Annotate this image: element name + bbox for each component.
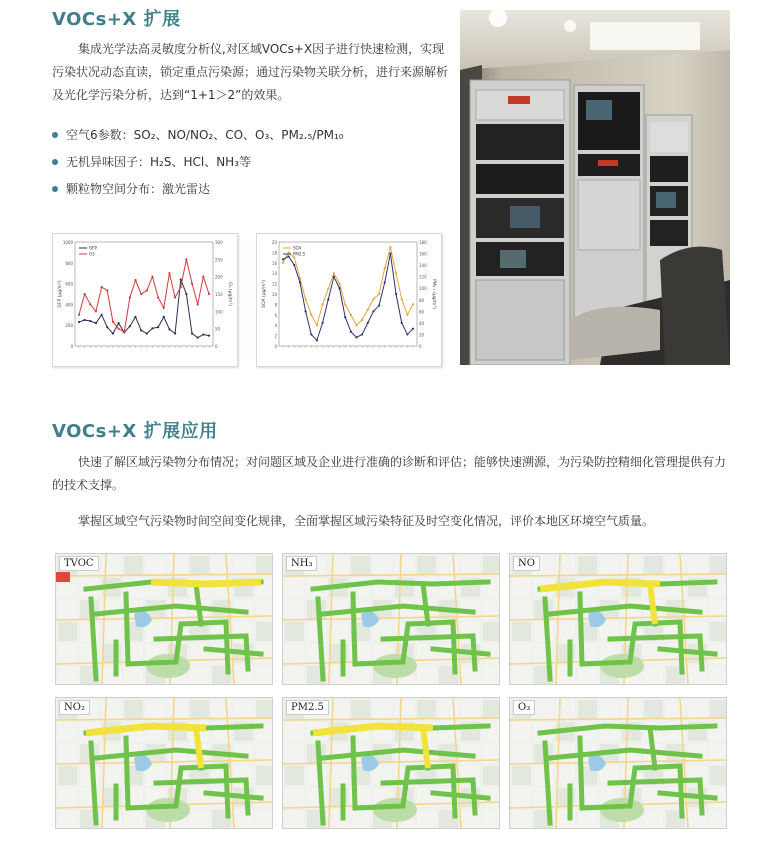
soa-pm25-chart-svg [257, 234, 441, 366]
map-block [512, 766, 531, 785]
data-point [321, 322, 323, 324]
map-pollutant-label: NO₂ [59, 700, 90, 715]
data-point [305, 298, 307, 300]
data-point [333, 276, 335, 278]
map-block [212, 556, 231, 575]
y-tick-label-left: 0 [274, 344, 277, 349]
data-point [117, 328, 119, 330]
y-tick-label-left: 6 [274, 312, 277, 318]
data-point [299, 281, 301, 283]
map-block [58, 810, 77, 828]
map-block [578, 700, 597, 719]
y-tick-label-right: 40 [419, 320, 425, 326]
map-block [58, 644, 77, 663]
map-block [58, 788, 77, 807]
map-block [512, 644, 531, 663]
park-area [146, 798, 190, 822]
data-point [288, 255, 290, 257]
legend-label: OFP [89, 245, 97, 251]
map-block [395, 700, 414, 719]
map-block [80, 766, 99, 785]
map-block [285, 744, 304, 763]
park-area [600, 798, 644, 822]
map-illustration [283, 698, 499, 828]
map-block [578, 666, 597, 684]
y-tick-label-right: 180 [419, 240, 427, 245]
map-block [483, 666, 499, 684]
data-point [293, 257, 295, 259]
data-point [338, 287, 340, 289]
y-tick-label-right: 150 [215, 292, 223, 297]
map-block [578, 810, 597, 828]
y-tick-label-left: 16 [271, 260, 277, 266]
data-point [389, 246, 391, 248]
map-block [329, 622, 348, 641]
y-tick-label-left: 200 [65, 323, 73, 329]
y-tick-label-right: 250 [215, 257, 223, 263]
y-axis-label-left: OFP (μg/m³) [58, 280, 63, 308]
data-point [293, 264, 295, 266]
y-tick-label-right: 200 [215, 274, 223, 280]
map-illustration [56, 698, 272, 828]
map-block [512, 622, 531, 641]
data-point [412, 303, 414, 305]
data-point [406, 333, 408, 335]
data-point [355, 336, 357, 338]
data-point [174, 332, 176, 334]
data-point [367, 309, 369, 311]
section2-para2: 掌握区域空气污染物时间空间变化规律，全面掌握区域污染特征及时空变化情况，评价本地区环境空气质量。 [78, 514, 655, 528]
map-block [439, 700, 458, 719]
soa-pm25-chart [256, 233, 442, 367]
map-block [168, 744, 187, 763]
map-block [461, 556, 480, 575]
map-block [168, 700, 187, 719]
map-block [190, 556, 209, 575]
data-point [163, 307, 165, 309]
map-block [688, 556, 707, 575]
map-block [190, 700, 209, 719]
map-block [256, 556, 272, 575]
data-point [202, 333, 204, 335]
map-block [351, 810, 370, 828]
y-tick-label-right: 0 [215, 344, 218, 349]
map-block [395, 556, 414, 575]
data-point [344, 316, 346, 318]
map-block [329, 766, 348, 785]
y-tick-label-right: 60 [419, 309, 425, 315]
data-point [316, 324, 318, 326]
data-point [389, 252, 391, 254]
data-point [202, 276, 204, 278]
data-point [191, 283, 193, 285]
map-block [256, 700, 272, 719]
map-block [124, 810, 143, 828]
route-hotspot-critical [56, 572, 70, 582]
map-block [710, 622, 726, 641]
y-tick-label-left: 4 [274, 323, 277, 329]
data-point [101, 314, 103, 316]
map-block [351, 700, 370, 719]
y-tick-label-left: 20 [271, 240, 277, 245]
route-hotspot [151, 582, 261, 584]
equipment-photo [460, 10, 730, 365]
data-point [350, 330, 352, 332]
data-point [185, 293, 187, 295]
data-point [355, 324, 357, 326]
map-block [190, 666, 209, 684]
y-axis-label-right: O₃ (μg/m³) [227, 282, 232, 306]
map-block [417, 666, 436, 684]
y-tick-label-left: 18 [271, 250, 277, 256]
data-point [168, 272, 170, 274]
map-block [212, 700, 231, 719]
data-point [384, 281, 386, 283]
map-block [710, 666, 726, 684]
feature-item: 空气6参数：SO₂、NO/NO₂、CO、O₃、PM₂.₅/PM₁₀ [52, 124, 344, 151]
data-point [191, 332, 193, 334]
data-point [378, 304, 380, 306]
data-point [95, 322, 97, 324]
y-tick-label-left: 8 [274, 302, 277, 308]
y-tick-label-right: 20 [419, 332, 425, 338]
data-point [378, 293, 380, 295]
map-block [622, 744, 641, 763]
y-tick-label-right: 300 [215, 240, 223, 245]
map-block [124, 700, 143, 719]
y-tick-label-right: 100 [419, 286, 427, 292]
data-point [338, 283, 340, 285]
map-block [373, 556, 392, 575]
map-block [395, 600, 414, 619]
data-point [282, 262, 284, 264]
map-block [146, 700, 165, 719]
data-point [401, 298, 403, 300]
y-axis-label-left: SOA (μg/m³) [262, 280, 267, 308]
data-point [129, 296, 131, 298]
map-block [307, 766, 326, 785]
data-point [106, 326, 108, 328]
map-block [285, 722, 304, 741]
data-point [361, 333, 363, 335]
data-point [316, 339, 318, 341]
map-block [168, 556, 187, 575]
data-point [84, 319, 86, 321]
map-block [461, 700, 480, 719]
map-block [622, 556, 641, 575]
map-block [58, 600, 77, 619]
data-point [123, 331, 125, 333]
pollutant-map [509, 553, 727, 685]
data-point [174, 296, 176, 298]
data-point [361, 319, 363, 321]
data-point [412, 328, 414, 330]
map-block [710, 810, 726, 828]
series-line-pm25 [283, 251, 413, 341]
map-block [256, 766, 272, 785]
data-point [112, 321, 114, 323]
map-block [439, 556, 458, 575]
legend-label: O3 [89, 251, 95, 257]
y-tick-label-left: 0 [70, 344, 73, 349]
section1-intro: 集成光学法高灵敏度分析仪,对区域VOCs+X因子进行快速检测，实现污染状况动态直读，锁定重点污染源；通过污染物关联分析，进行来源解析及光化学污染分析，达到“1+1＞2”的效果。 [52, 42, 449, 102]
data-point [180, 286, 182, 288]
data-point [350, 314, 352, 316]
data-point [367, 322, 369, 324]
ofp-o3-chart-svg [53, 234, 237, 366]
map-block [307, 622, 326, 641]
map-block [512, 744, 531, 763]
map-block [666, 700, 685, 719]
data-point [208, 335, 210, 337]
pollutant-map [282, 553, 500, 685]
plot-frame [75, 242, 213, 346]
map-block [483, 700, 499, 719]
y-tick-label-right: 140 [419, 263, 427, 269]
data-point [106, 289, 108, 291]
map-block [417, 700, 436, 719]
y-tick-label-right: 160 [419, 251, 427, 257]
y-axis-label-right: PM₂.₅ (μg/m³) [431, 279, 436, 309]
data-point [101, 286, 103, 288]
map-block [373, 700, 392, 719]
data-point [146, 332, 148, 334]
map-pollutant-label: NO [513, 556, 540, 571]
data-point [78, 321, 80, 323]
park-area [373, 654, 417, 678]
map-block [483, 556, 499, 575]
data-point [140, 329, 142, 331]
data-point [372, 298, 374, 300]
map-block [234, 700, 253, 719]
map-block [534, 622, 553, 641]
data-point [84, 293, 86, 295]
data-point [327, 288, 329, 290]
y-tick-label-left: 2 [274, 333, 277, 339]
data-point [163, 316, 165, 318]
series-line-soa [283, 247, 413, 325]
map-block [644, 666, 663, 684]
feature-item: 无机异味因子：H₂S、HCl、NH₃等 [52, 151, 344, 178]
map-pollutant-label: O₃ [513, 700, 535, 715]
map-block [534, 766, 553, 785]
data-point [112, 332, 114, 334]
map-block [256, 622, 272, 641]
data-point [78, 314, 80, 316]
map-block [512, 722, 531, 741]
legend-label: SOA [293, 245, 302, 251]
data-point [384, 267, 386, 269]
data-point [129, 325, 131, 327]
data-point [395, 272, 397, 274]
map-block [688, 700, 707, 719]
map-block [58, 744, 77, 763]
map-block [58, 666, 77, 684]
y-tick-label-left: 10 [271, 292, 277, 297]
y-tick-label-left: 1000 [62, 240, 73, 245]
data-point [89, 303, 91, 305]
y-tick-label-right: 100 [215, 309, 223, 315]
map-illustration [510, 554, 726, 684]
map-block [512, 600, 531, 619]
pollutant-map [282, 697, 500, 829]
y-tick-label-right: 80 [419, 297, 425, 303]
y-tick-label-left: 14 [271, 271, 277, 277]
map-block [285, 622, 304, 641]
map-block [102, 766, 121, 785]
data-point [140, 293, 142, 295]
data-point [310, 333, 312, 335]
map-block [578, 556, 597, 575]
data-point [134, 279, 136, 281]
feature-item: 颗粒物空间分布：激光雷达 [52, 178, 344, 205]
data-point [95, 310, 97, 312]
map-block [512, 788, 531, 807]
y-tick-label-left: 600 [65, 281, 73, 287]
data-point [406, 314, 408, 316]
y-tick-label-left: 12 [271, 281, 277, 287]
map-block [600, 700, 619, 719]
pollutant-map [509, 697, 727, 829]
map-pollutant-label: PM2.5 [286, 700, 329, 715]
data-point [372, 310, 374, 312]
map-block [285, 766, 304, 785]
map-illustration [510, 698, 726, 828]
park-area [600, 654, 644, 678]
map-block [417, 810, 436, 828]
data-point [344, 303, 346, 305]
data-point [321, 303, 323, 305]
map-block [285, 578, 304, 597]
map-illustration [56, 554, 272, 684]
map-block [285, 644, 304, 663]
map-block [556, 622, 575, 641]
map-block [124, 666, 143, 684]
map-block [285, 600, 304, 619]
map-block [512, 666, 531, 684]
map-block [644, 810, 663, 828]
map-block [285, 810, 304, 828]
map-block [102, 622, 121, 641]
map-block [512, 810, 531, 828]
map-block [285, 788, 304, 807]
y-tick-label-left: 800 [65, 260, 73, 266]
data-point [117, 322, 119, 324]
section2-title: VOCs+X 扩展应用 [52, 421, 218, 442]
data-point [89, 320, 91, 322]
map-block [168, 600, 187, 619]
data-point [305, 310, 307, 312]
map-block [600, 556, 619, 575]
data-point [288, 251, 290, 253]
map-block [58, 622, 77, 641]
map-block [710, 766, 726, 785]
data-point [327, 299, 329, 301]
map-block [644, 556, 663, 575]
data-point [310, 314, 312, 316]
map-block [644, 700, 663, 719]
data-point [395, 293, 397, 295]
map-block [351, 666, 370, 684]
map-block [58, 722, 77, 741]
map-block [124, 556, 143, 575]
data-point [180, 278, 182, 280]
map-block [190, 810, 209, 828]
map-block [710, 700, 726, 719]
data-point [134, 316, 136, 318]
map-block [395, 744, 414, 763]
data-point [401, 322, 403, 324]
y-tick-label-left: 400 [65, 302, 73, 308]
data-point [282, 258, 284, 260]
data-point [185, 258, 187, 260]
pollutant-map [55, 553, 273, 685]
y-tick-label-right: 120 [419, 274, 427, 280]
ofp-o3-chart [52, 233, 238, 367]
map-block [256, 666, 272, 684]
map-block [622, 700, 641, 719]
map-block [285, 666, 304, 684]
map-block [666, 556, 685, 575]
section2-para1: 快速了解区域污染物分布情况；对问题区域及企业进行准确的诊断和评估；能够快速溯源，为污染防控精细化管理提供有力的技术支撑。 [52, 455, 727, 492]
data-point [157, 326, 159, 328]
legend-label: PM2.5 [293, 251, 306, 257]
feature-list [52, 124, 344, 205]
map-block [146, 556, 165, 575]
map-block [417, 556, 436, 575]
section1-title: VOCs+X 扩展 [52, 9, 181, 30]
map-illustration [283, 554, 499, 684]
map-block [534, 700, 553, 719]
map-block [622, 600, 641, 619]
map-block [80, 622, 99, 641]
map-block [483, 766, 499, 785]
map-block [351, 556, 370, 575]
map-block [256, 810, 272, 828]
park-area [146, 654, 190, 678]
park-area [373, 798, 417, 822]
map-block [234, 556, 253, 575]
data-point [208, 293, 210, 295]
data-point [197, 337, 199, 339]
map-block [710, 556, 726, 575]
y-tick-label-right: 0 [419, 344, 422, 349]
series-line-o3 [79, 259, 209, 332]
data-point [146, 289, 148, 291]
map-block [483, 810, 499, 828]
series-line-ofp [79, 279, 209, 337]
data-point [168, 328, 170, 330]
map-pollutant-label: NH₃ [286, 556, 317, 571]
map-block [556, 766, 575, 785]
map-block [58, 766, 77, 785]
data-point [151, 276, 153, 278]
map-block [483, 622, 499, 641]
y-tick-label-right: 50 [215, 326, 221, 332]
map-block [512, 578, 531, 597]
data-point [151, 327, 153, 329]
data-point [197, 303, 199, 305]
map-pollutant-label: TVOC [59, 556, 99, 571]
data-point [333, 272, 335, 274]
data-point [157, 296, 159, 298]
pollutant-map [55, 697, 273, 829]
